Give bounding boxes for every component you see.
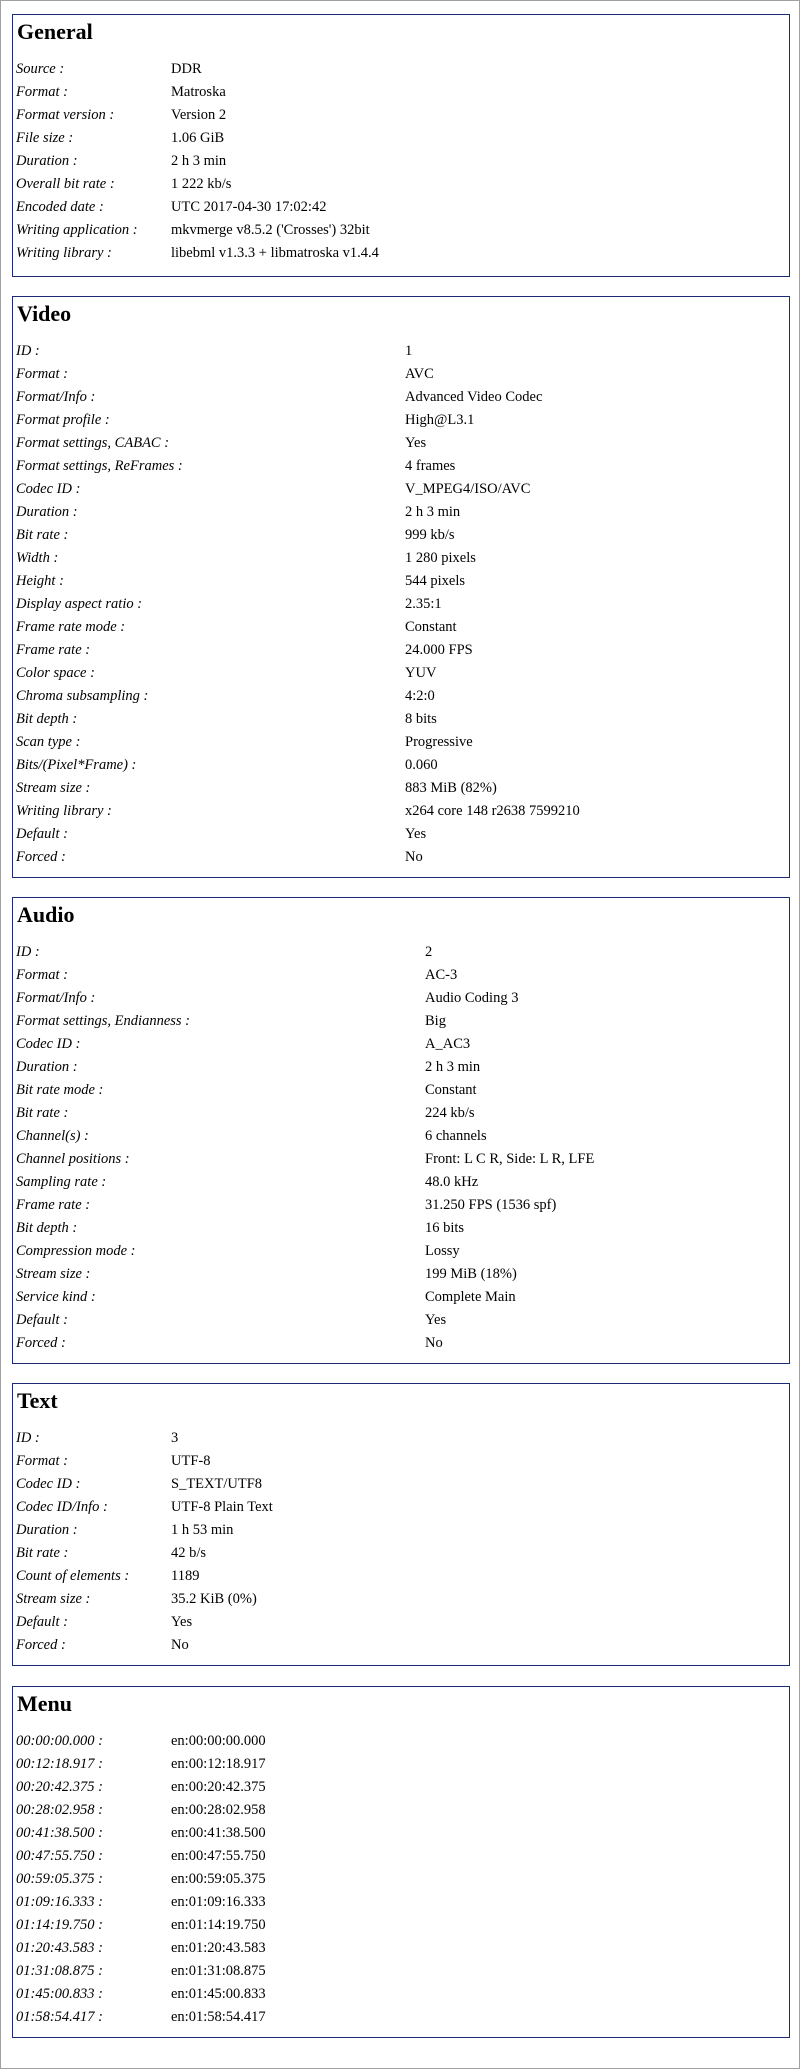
info-row: [16, 104, 789, 127]
field-value: Big: [425, 1013, 446, 1029]
info-row: [16, 1240, 789, 1263]
info-row: [16, 1332, 789, 1355]
field-label: Writing library :: [16, 245, 112, 261]
field-label: 01:09:16.333 :: [16, 1894, 103, 1910]
field-value: libebml v1.3.3 + libmatroska v1.4.4: [171, 245, 379, 261]
field-value: 4:2:0: [405, 688, 435, 704]
field-value: Constant: [405, 619, 457, 635]
info-row: [16, 81, 789, 104]
field-label: 01:31:08.875 :: [16, 1963, 103, 1979]
info-row: [16, 1565, 789, 1588]
field-value: YUV: [405, 665, 437, 681]
field-value: 1: [405, 343, 413, 359]
field-label: Format :: [16, 366, 68, 382]
field-value: en:01:58:54.417: [171, 2009, 266, 2025]
field-label: Format settings, CABAC :: [16, 435, 170, 451]
field-label: Format profile :: [16, 412, 110, 428]
field-value: 199 MiB (18%): [425, 1266, 517, 1282]
field-value: No: [425, 1335, 443, 1351]
field-label: Count of elements :: [16, 1568, 130, 1584]
field-value: x264 core 148 r2638 7599210: [405, 803, 580, 819]
info-row: [16, 1822, 789, 1845]
field-label: 00:12:18.917 :: [16, 1756, 103, 1772]
field-value: DDR: [171, 61, 202, 77]
field-label: Forced :: [16, 1335, 66, 1351]
field-label: Bits/(Pixel*Frame) :: [16, 757, 137, 773]
info-row: [16, 570, 789, 593]
info-row: [16, 363, 789, 386]
field-value: Progressive: [405, 734, 473, 750]
info-row: [16, 409, 789, 432]
general-section: [12, 14, 790, 277]
info-row: [16, 1033, 789, 1056]
field-label: Format/Info :: [16, 990, 96, 1006]
field-value: 1 h 53 min: [171, 1522, 234, 1538]
info-row: [16, 1914, 789, 1937]
field-value: 3: [171, 1430, 179, 1446]
field-value: UTF-8 Plain Text: [171, 1499, 273, 1515]
field-value: en:01:45:00.833: [171, 1986, 266, 2002]
info-row: [16, 2006, 789, 2029]
info-row: [16, 1286, 789, 1309]
info-row: [16, 823, 789, 846]
video-section: [12, 296, 790, 878]
info-row: [16, 1473, 789, 1496]
info-row: [16, 196, 789, 219]
field-value: 24.000 FPS: [405, 642, 473, 658]
field-label: 00:00:00.000 :: [16, 1733, 103, 1749]
field-value: No: [405, 849, 423, 865]
field-value: No: [171, 1637, 189, 1653]
general-rows: [16, 58, 789, 265]
field-value: 1 222 kb/s: [171, 176, 232, 192]
field-label: Channel(s) :: [16, 1128, 89, 1144]
info-row: [16, 1542, 789, 1565]
info-row: [16, 1611, 789, 1634]
field-value: AC-3: [425, 967, 458, 983]
info-row: [16, 1937, 789, 1960]
info-row: [16, 1983, 789, 2006]
text-section: [12, 1383, 790, 1666]
info-row: [16, 941, 789, 964]
field-label: Display aspect ratio :: [16, 596, 143, 612]
field-value: en:00:59:05.375: [171, 1871, 266, 1887]
field-label: Codec ID :: [16, 481, 81, 497]
field-label: Frame rate :: [16, 1197, 91, 1213]
info-row: [16, 1427, 789, 1450]
field-value: Complete Main: [425, 1289, 516, 1305]
field-label: 00:20:42.375 :: [16, 1779, 103, 1795]
field-value: en:00:00:00.000: [171, 1733, 266, 1749]
info-row: [16, 1056, 789, 1079]
field-label: Bit rate :: [16, 1105, 69, 1121]
field-label: Encoded date :: [16, 199, 104, 215]
field-value: High@L3.1: [405, 412, 475, 428]
field-label: Height :: [16, 573, 64, 589]
field-label: Format settings, Endianness :: [16, 1013, 190, 1029]
field-value: Version 2: [171, 107, 227, 123]
info-row: [16, 1891, 789, 1914]
info-row: [16, 501, 789, 524]
info-row: [16, 1263, 789, 1286]
field-value: 35.2 KiB (0%): [171, 1591, 257, 1607]
info-row: [16, 478, 789, 501]
info-row: [16, 1519, 789, 1542]
info-row: [16, 455, 789, 478]
field-label: Codec ID/Info :: [16, 1499, 108, 1515]
info-row: [16, 1799, 789, 1822]
field-value: Advanced Video Codec: [405, 389, 543, 405]
info-row: [16, 1776, 789, 1799]
info-row: [16, 731, 789, 754]
field-value: 1.06 GiB: [171, 130, 225, 146]
field-label: Color space :: [16, 665, 95, 681]
field-label: Writing application :: [16, 222, 138, 238]
info-row: [16, 1868, 789, 1891]
info-row: [16, 58, 789, 81]
field-label: Overall bit rate :: [16, 176, 115, 192]
info-row: [16, 987, 789, 1010]
field-value: 42 b/s: [171, 1545, 207, 1561]
video-title: Video: [17, 301, 72, 326]
field-value: Yes: [405, 435, 427, 451]
field-value: A_AC3: [425, 1036, 471, 1052]
field-label: Writing library :: [16, 803, 112, 819]
field-label: Chroma subsampling :: [16, 688, 149, 704]
info-row: [16, 127, 789, 150]
info-row: [16, 386, 789, 409]
field-label: 01:20:43.583 :: [16, 1940, 103, 1956]
field-value: en:00:20:42.375: [171, 1779, 266, 1795]
audio-section: [12, 897, 790, 1364]
field-label: Forced :: [16, 849, 66, 865]
info-row: [16, 547, 789, 570]
field-label: Frame rate mode :: [16, 619, 126, 635]
field-value: 48.0 kHz: [425, 1174, 479, 1190]
info-row: [16, 1730, 789, 1753]
field-label: File size :: [16, 130, 74, 146]
field-value: 4 frames: [405, 458, 456, 474]
field-value: mkvmerge v8.5.2 ('Crosses') 32bit: [171, 222, 370, 238]
info-row: [16, 1588, 789, 1611]
audio-rows: [16, 941, 789, 1355]
info-row: [16, 1496, 789, 1519]
field-value: Audio Coding 3: [425, 990, 519, 1006]
info-row: [16, 1753, 789, 1776]
general-title: General: [17, 19, 93, 44]
field-label: Stream size :: [16, 1591, 91, 1607]
field-label: Forced :: [16, 1637, 66, 1653]
info-row: [16, 1845, 789, 1868]
field-value: en:00:12:18.917: [171, 1756, 266, 1772]
field-label: Format settings, ReFrames :: [16, 458, 183, 474]
info-row: [16, 800, 789, 823]
info-row: [16, 432, 789, 455]
info-row: [16, 1960, 789, 1983]
info-row: [16, 242, 789, 265]
field-value: Lossy: [425, 1243, 460, 1259]
info-row: [16, 708, 789, 731]
field-label: 01:45:00.833 :: [16, 1986, 103, 2002]
field-label: 00:41:38.500 :: [16, 1825, 103, 1841]
field-value: 883 MiB (82%): [405, 780, 497, 796]
field-value: 2.35:1: [405, 596, 442, 612]
info-row: [16, 1148, 789, 1171]
info-row: [16, 524, 789, 547]
field-value: 31.250 FPS (1536 spf): [425, 1197, 557, 1213]
field-label: Duration :: [16, 504, 78, 520]
field-value: en:01:20:43.583: [171, 1940, 266, 1956]
field-value: UTC 2017-04-30 17:02:42: [171, 199, 327, 215]
field-label: Format version :: [16, 107, 115, 123]
field-value: 1 280 pixels: [405, 550, 476, 566]
field-label: Duration :: [16, 153, 78, 169]
info-row: [16, 1125, 789, 1148]
field-label: Scan type :: [16, 734, 81, 750]
field-label: ID :: [16, 1430, 40, 1446]
field-value: Front: L C R, Side: L R, LFE: [425, 1151, 595, 1167]
info-row: [16, 219, 789, 242]
field-label: 01:58:54.417 :: [16, 2009, 103, 2025]
info-row: [16, 964, 789, 987]
field-value: en:00:28:02.958: [171, 1802, 266, 1818]
field-value: UTF-8: [171, 1453, 211, 1469]
field-value: V_MPEG4/ISO/AVC: [405, 481, 531, 497]
field-label: Codec ID :: [16, 1476, 81, 1492]
field-value: 999 kb/s: [405, 527, 455, 543]
info-row: [16, 639, 789, 662]
text-title: Text: [17, 1388, 58, 1413]
field-label: Bit rate :: [16, 1545, 69, 1561]
field-label: Width :: [16, 550, 59, 566]
menu-section: [12, 1686, 790, 2038]
field-value: 6 channels: [425, 1128, 487, 1144]
info-row: [16, 685, 789, 708]
info-row: [16, 1194, 789, 1217]
info-row: [16, 173, 789, 196]
field-value: 2 h 3 min: [171, 153, 227, 169]
field-label: Format/Info :: [16, 389, 96, 405]
info-row: [16, 662, 789, 685]
field-label: Source :: [16, 61, 65, 77]
field-value: Yes: [171, 1614, 193, 1630]
field-value: 2 h 3 min: [405, 504, 461, 520]
field-label: Bit rate mode :: [16, 1082, 104, 1098]
field-label: Codec ID :: [16, 1036, 81, 1052]
field-label: Service kind :: [16, 1289, 96, 1305]
field-value: Constant: [425, 1082, 477, 1098]
info-row: [16, 1217, 789, 1240]
info-row: [16, 1010, 789, 1033]
field-label: Duration :: [16, 1059, 78, 1075]
field-label: Frame rate :: [16, 642, 91, 658]
field-value: Yes: [425, 1312, 447, 1328]
field-label: Channel positions :: [16, 1151, 130, 1167]
field-label: 00:28:02.958 :: [16, 1802, 103, 1818]
field-value: 2: [425, 944, 433, 960]
field-label: 00:59:05.375 :: [16, 1871, 103, 1887]
info-row: [16, 1079, 789, 1102]
field-value: Matroska: [171, 84, 226, 100]
field-value: 0.060: [405, 757, 438, 773]
text-rows: [16, 1427, 789, 1657]
field-value: 224 kb/s: [425, 1105, 475, 1121]
info-row: [16, 777, 789, 800]
field-label: Bit depth :: [16, 711, 78, 727]
info-row: [16, 1450, 789, 1473]
field-label: Default :: [16, 826, 68, 842]
field-value: en:01:31:08.875: [171, 1963, 266, 1979]
field-label: 01:14:19.750 :: [16, 1917, 103, 1933]
field-label: Format :: [16, 84, 68, 100]
field-value: AVC: [405, 366, 434, 382]
field-label: Compression mode :: [16, 1243, 136, 1259]
menu-title: Menu: [17, 1691, 72, 1716]
info-row: [16, 1171, 789, 1194]
field-label: Stream size :: [16, 1266, 91, 1282]
audio-title: Audio: [17, 902, 75, 927]
field-value: 16 bits: [425, 1220, 465, 1236]
info-row: [16, 1102, 789, 1125]
field-value: en:01:09:16.333: [171, 1894, 266, 1910]
info-row: [16, 1309, 789, 1332]
field-value: en:00:41:38.500: [171, 1825, 266, 1841]
info-row: [16, 593, 789, 616]
info-row: [16, 754, 789, 777]
info-row: [16, 616, 789, 639]
field-value: 8 bits: [405, 711, 437, 727]
field-label: Default :: [16, 1614, 68, 1630]
info-row: [16, 150, 789, 173]
field-label: Sampling rate :: [16, 1174, 107, 1190]
field-value: en:01:14:19.750: [171, 1917, 266, 1933]
field-label: Format :: [16, 967, 68, 983]
video-rows: [16, 340, 789, 869]
field-label: Stream size :: [16, 780, 91, 796]
field-label: Format :: [16, 1453, 68, 1469]
field-value: Yes: [405, 826, 427, 842]
field-label: ID :: [16, 343, 40, 359]
field-value: S_TEXT/UTF8: [171, 1476, 263, 1492]
field-label: Bit rate :: [16, 527, 69, 543]
info-row: [16, 340, 789, 363]
field-label: Bit depth :: [16, 1220, 78, 1236]
field-label: Duration :: [16, 1522, 78, 1538]
info-row: [16, 1634, 789, 1657]
field-value: en:00:47:55.750: [171, 1848, 266, 1864]
field-value: 1189: [171, 1568, 200, 1584]
info-row: [16, 846, 789, 869]
menu-rows: [16, 1730, 789, 2029]
field-label: Default :: [16, 1312, 68, 1328]
field-label: 00:47:55.750 :: [16, 1848, 103, 1864]
field-value: 2 h 3 min: [425, 1059, 481, 1075]
field-label: ID :: [16, 944, 40, 960]
field-value: 544 pixels: [405, 573, 466, 589]
